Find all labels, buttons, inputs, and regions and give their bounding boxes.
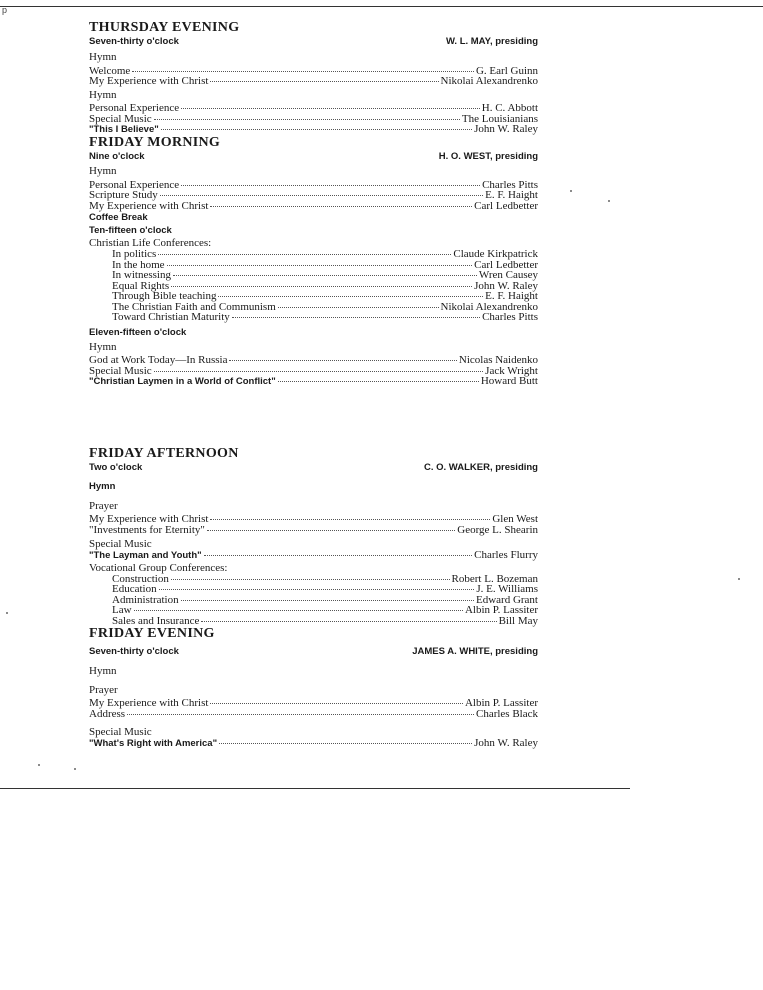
hymn: Hymn (89, 665, 117, 677)
friday-afternoon-section (89, 446, 538, 626)
hymn: Hymn (89, 51, 117, 63)
conference-line: Sales and Insurance Bill May (112, 614, 538, 627)
top-rule (0, 5, 763, 15)
thursday-evening-section (89, 20, 538, 135)
time-row (89, 462, 538, 474)
conferences-heading: Vocational Group Conferences: (89, 562, 228, 574)
page-edge-mark: p (2, 5, 8, 15)
prayer: Prayer (89, 499, 118, 512)
program-line: My Experience with Christ Albin P. Lassiter (89, 697, 538, 709)
program-line: My Experience with Christ Carl Ledbetter (89, 199, 538, 212)
hymn: Hymn (89, 165, 117, 177)
program-line: Scripture Study E. F. Haight (89, 189, 538, 201)
section-title: FRIDAY EVENING (89, 626, 215, 641)
scan-speck (74, 768, 76, 770)
time-row (89, 36, 538, 48)
presiding: H. O. WEST, presiding (438, 151, 538, 162)
friday-evening-section (89, 626, 538, 748)
scan-speck (570, 190, 572, 192)
scan-speck (738, 578, 740, 580)
conference-line: In witnessing Wren Causey (112, 269, 538, 281)
special-music: Special Music (89, 538, 152, 550)
program-line: Welcome G. Earl Guinn (89, 64, 538, 77)
hymn: Hymn (89, 88, 117, 101)
scan-speck (608, 200, 610, 202)
program-line: "The Layman and Youth" Charles Flurry (89, 548, 538, 561)
session-time: Eleven-fifteen o'clock (89, 326, 187, 338)
program-line: My Experience with Christ Glen West (89, 513, 538, 525)
program-line: Special Music The Louisianians (89, 112, 538, 125)
bottom-rule (0, 788, 630, 789)
conference-line: Equal Rights John W. Raley (112, 279, 538, 292)
coffee-break: Coffee Break (89, 212, 148, 223)
program-line: "Christian Laymen in a World of Conflict" Howard Butt (89, 375, 538, 387)
program-line: Address Charles Black (89, 707, 538, 720)
session-time: Two o'clock (89, 462, 143, 473)
conference-line: In the home Carl Ledbetter (112, 258, 538, 271)
conference-line: Law Albin P. Lassiter (112, 604, 538, 616)
program-line: "What's Right with America" John W. Raley (89, 736, 538, 749)
prayer: Prayer (89, 683, 118, 696)
hymn: Hymn (89, 340, 117, 353)
conference-line: In politics Claude Kirkpatrick (112, 248, 538, 260)
conference-line: Education J. E. Williams (112, 583, 538, 595)
program-line: My Experience with Christ Nikolai Alexandrenko (89, 75, 538, 87)
session-time: Seven-thirty o'clock (89, 36, 179, 47)
friday-morning-section (89, 135, 538, 387)
program-line: Special Music Jack Wright (89, 364, 538, 377)
time-row (89, 646, 538, 658)
program-line: "Investments for Eternity" George L. Shearin (89, 523, 538, 536)
program-line: Personal Experience H. C. Abbott (89, 102, 538, 114)
program-line: "This I Believe" John W. Raley (89, 123, 538, 135)
time-row (89, 151, 538, 163)
section-title: THURSDAY EVENING (89, 20, 240, 35)
hymn: Hymn (89, 481, 116, 492)
session-time: Ten-fifteen o'clock (89, 225, 172, 236)
program-line: God at Work Today—In Russia Nicolas Naidenko (89, 354, 538, 366)
conference-line: Administration Edward Grant (112, 593, 538, 606)
scan-speck (38, 764, 40, 766)
special-music: Special Music (89, 726, 152, 738)
section-title: FRIDAY AFTERNOON (89, 446, 239, 461)
scan-speck (6, 612, 8, 614)
program-line: Personal Experience Charles Pitts (89, 178, 538, 191)
presiding: C. O. WALKER, presiding (423, 462, 538, 473)
session-time: Nine o'clock (89, 151, 145, 162)
conference-line: Toward Christian Maturity Charles Pitts (112, 311, 538, 323)
scan-corner-mark (0, 766, 22, 789)
section-title: FRIDAY MORNING (89, 135, 221, 150)
conference-line: Through Bible teaching E. F. Haight (112, 290, 538, 302)
presiding: W. L. MAY, presiding (445, 36, 538, 47)
conferences-heading: Christian Life Conferences: (89, 237, 212, 249)
conference-line: Construction Robert L. Bozeman (112, 572, 538, 585)
session-time: Seven-thirty o'clock (89, 646, 179, 657)
presiding: JAMES A. WHITE, presiding (412, 646, 538, 657)
conference-line: The Christian Faith and Communism Nikolai Alexandrenko (112, 300, 538, 313)
